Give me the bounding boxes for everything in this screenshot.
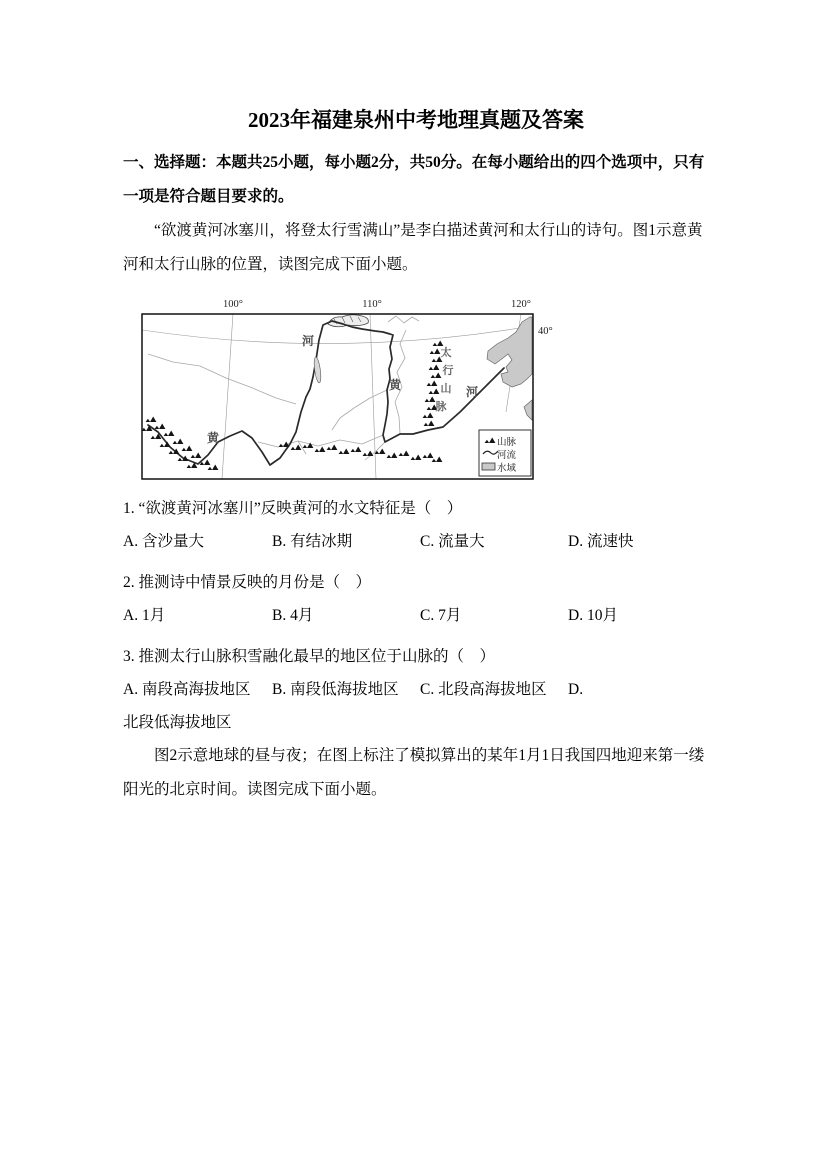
option-3a: A. 南段高海拔地区: [123, 681, 251, 698]
qinling-mountain-chain: [279, 442, 443, 463]
tributary-rivers: [148, 316, 419, 460]
question-3: [123, 640, 709, 739]
question-1-options: [123, 525, 709, 558]
taihang-range-label: [436, 345, 454, 413]
label-he-right: 河: [465, 385, 479, 399]
lon-label-120: 120°: [511, 299, 531, 310]
svg-text:太: 太: [440, 347, 452, 359]
legend-mountain-label: 山脉: [497, 438, 517, 448]
option-1c: C. 流量大: [420, 533, 485, 550]
parallel-40: [142, 326, 532, 344]
label-huang-mid: 黄: [388, 378, 402, 392]
label-huang-left: 黄: [206, 431, 220, 445]
legend-river-label: 河流: [497, 451, 517, 461]
sea-area-bohai: [487, 317, 532, 420]
option-2b: B. 4月: [272, 607, 314, 624]
question-2-options: [123, 599, 709, 632]
option-3d: D.: [568, 681, 584, 698]
option-1d: D. 流速快: [568, 533, 634, 550]
lon-label-100: 100°: [223, 299, 243, 310]
question-3-stem: 3. 推测太行山脉积雪融化最早的地区位于山脉的（ ）: [123, 648, 496, 665]
svg-text:行: 行: [442, 365, 454, 377]
map-figure-yellow-river-taihang: [138, 292, 560, 484]
lat-label-40: 40°: [538, 326, 553, 337]
section-header: 一、选择题：本题共25小题，每小题2分，共50分。在每小题给出的四个选项中，只有一项是符合题目要求的。: [123, 154, 705, 205]
option-3b: B. 南段低海拔地区: [272, 681, 399, 698]
option-1a: A. 含沙量大: [123, 533, 204, 550]
legend-water-label: 水域: [497, 464, 517, 474]
label-he-top: 河: [301, 334, 315, 348]
option-3c: C. 北段高海拔地区: [420, 681, 547, 698]
option-2d: D. 10月: [568, 607, 618, 624]
legend-water-icon: [482, 463, 495, 470]
intro-paragraph: “欲渡黄河冰塞川，将登太行雪满山”是李白描述黄河和太行山的诗句。图1示意黄河和太行山脉的位置，读图完成下面小题。: [123, 222, 703, 273]
question-1: [123, 492, 709, 558]
option-2c: C. 7月: [420, 607, 462, 624]
question-1-stem: 1. “欲渡黄河冰塞川”反映黄河的水文特征是（ ）: [123, 500, 463, 517]
svg-text:脉: 脉: [435, 401, 447, 413]
map-legend: [479, 430, 531, 476]
question-2: [123, 566, 709, 632]
closing-paragraph: 图2示意地球的昼与夜；在图上标注了模拟算出的某年1月1日我国四地迎来第一缕阳光的北京时间。读图完成下面小题。: [123, 747, 705, 798]
option-1b: B. 有结冰期: [272, 533, 353, 550]
option-2a: A. 1月: [123, 607, 166, 624]
option-3d-wrap: 北段低海拔地区: [123, 714, 232, 731]
lon-label-110: 110°: [362, 299, 382, 310]
question-3-options: [123, 673, 709, 706]
page-title: 2023年福建泉州中考地理真题及答案: [248, 108, 584, 132]
svg-text:山: 山: [440, 383, 452, 395]
meridian-100: [222, 314, 233, 479]
question-2-stem: 2. 推测诗中情景反映的月份是（ ）: [123, 574, 372, 591]
